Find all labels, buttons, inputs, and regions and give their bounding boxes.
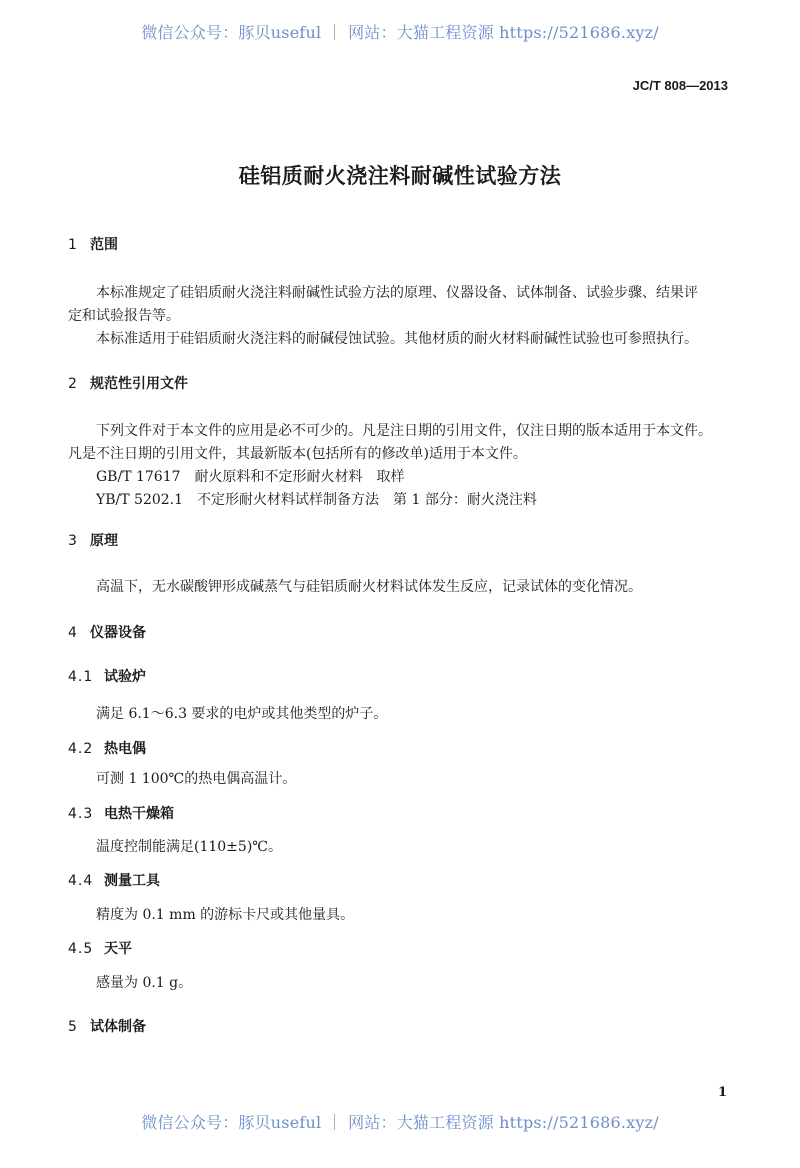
normative-reference: YB/T 5202.1 不定形耐火材料试样制备方法 第 1 部分：耐火浇注料	[96, 492, 537, 508]
paragraph: 温度控制能满足(110±5)℃。	[96, 839, 282, 855]
section-title: 试体制备	[90, 1019, 146, 1035]
subsection-number: 4.3	[68, 806, 94, 822]
section-title: 范围	[90, 237, 118, 253]
section-number: 1	[68, 237, 77, 253]
subsection-number: 4.5	[68, 941, 94, 957]
section-title: 仪器设备	[90, 625, 146, 641]
document-title: 硅铝质耐火浇注料耐碱性试验方法	[238, 164, 562, 188]
section-3-heading	[68, 530, 118, 550]
paragraph: 本标准适用于硅铝质耐火浇注料的耐碱侵蚀试验。其他材质的耐火材料耐碱性试验也可参照执行。	[96, 331, 698, 347]
paragraph: 感量为 0.1 g。	[96, 975, 193, 991]
subsection-number: 4.2	[68, 741, 94, 757]
section-5-heading	[68, 1016, 146, 1036]
subsection-number: 4.4	[68, 873, 94, 889]
section-number: 5	[68, 1019, 77, 1035]
paragraph: 下列文件对于本文件的应用是必不可少的。凡是注日期的引用文件，仅注日期的版本适用于本文件。	[96, 423, 712, 439]
section-1-heading	[68, 234, 118, 254]
subsection-4-1-heading	[68, 666, 146, 686]
subsection-4-4-heading	[68, 870, 160, 890]
paragraph: 凡是不注日期的引用文件，其最新版本(包括所有的修改单)适用于本文件。	[68, 446, 527, 462]
page-number: 1	[718, 1085, 728, 1100]
paragraph: 精度为 0.1 mm 的游标卡尺或其他量具。	[96, 907, 355, 923]
subsection-title: 天平	[104, 941, 132, 957]
paragraph: 可测 1 100℃的热电偶高温计。	[96, 771, 297, 787]
subsection-number: 4.1	[68, 669, 94, 685]
section-number: 3	[68, 533, 77, 549]
subsection-4-3-heading	[68, 803, 174, 823]
section-number: 2	[68, 376, 77, 392]
paragraph: 定和试验报告等。	[68, 308, 180, 324]
subsection-4-5-heading	[68, 938, 132, 958]
watermark-top: 微信公众号：豚贝useful ｜ 网站：大猫工程资源 https://521686.xyz/	[141, 23, 659, 42]
subsection-title: 热电偶	[104, 741, 146, 757]
section-title: 原理	[90, 533, 118, 549]
subsection-4-2-heading	[68, 738, 146, 758]
paragraph: 高温下，无水碳酸钾形成碱蒸气与硅铝质耐火材料试体发生反应，记录试体的变化情况。	[96, 579, 642, 595]
standard-code: JC/T 808—2013	[632, 78, 728, 93]
subsection-title: 试验炉	[104, 669, 146, 685]
section-number: 4	[68, 625, 77, 641]
subsection-title: 测量工具	[104, 873, 160, 889]
watermark-bottom: 微信公众号：豚贝useful ｜ 网站：大猫工程资源 https://521686.xyz/	[141, 1113, 659, 1132]
subsection-title: 电热干燥箱	[104, 806, 174, 822]
paragraph: 本标准规定了硅铝质耐火浇注料耐碱性试验方法的原理、仪器设备、试体制备、试验步骤、结果评	[96, 285, 698, 301]
section-title: 规范性引用文件	[90, 376, 188, 392]
section-2-heading	[68, 373, 188, 393]
paragraph: 满足 6.1～6.3 要求的电炉或其他类型的炉子。	[96, 706, 388, 722]
normative-reference: GB/T 17617 耐火原料和不定形耐火材料 取样	[96, 469, 405, 485]
section-4-heading	[68, 622, 146, 642]
